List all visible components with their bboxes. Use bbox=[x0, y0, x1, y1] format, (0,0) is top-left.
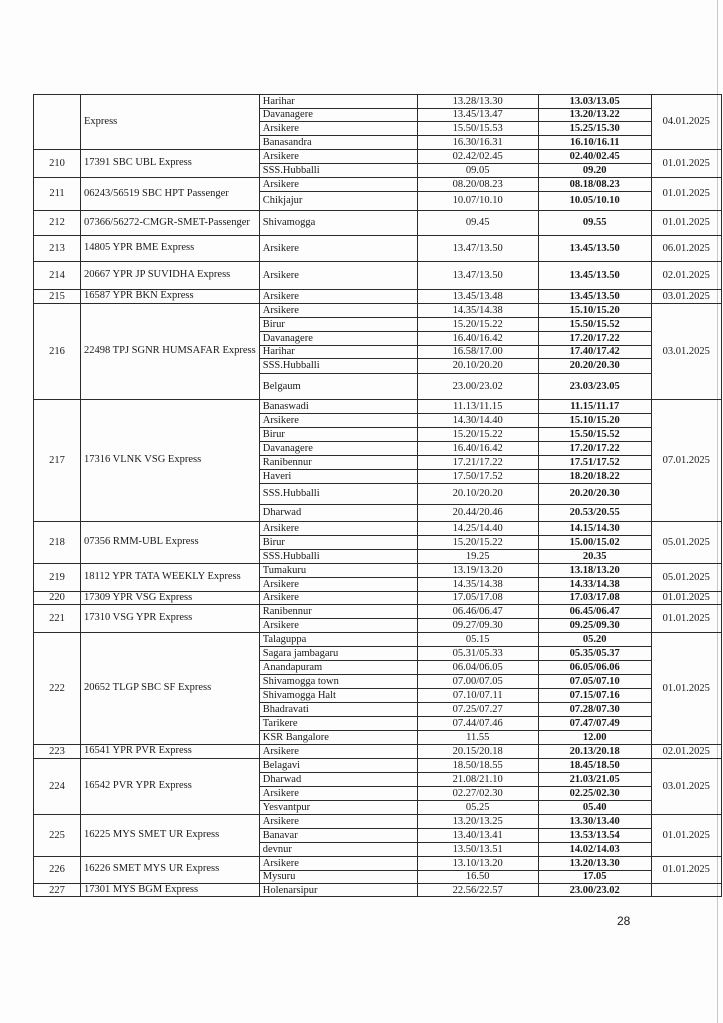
existing-timing-cell: 15.20/15.22 bbox=[417, 317, 538, 331]
train-name-cell: 07356 RMM-UBL Express bbox=[81, 521, 260, 563]
station-cell: Arsikere bbox=[259, 290, 417, 304]
table-row bbox=[34, 563, 722, 577]
station-cell: Ranibennur bbox=[259, 605, 417, 619]
table-row bbox=[34, 399, 722, 413]
existing-timing-cell: 13.19/13.20 bbox=[417, 563, 538, 577]
table-row bbox=[34, 290, 722, 304]
serial-number-cell: 216 bbox=[34, 303, 81, 399]
station-cell: Shivamogga Halt bbox=[259, 689, 417, 703]
existing-timing-cell: 06.46/06.47 bbox=[417, 605, 538, 619]
station-cell: SSS.Hubballi bbox=[259, 358, 417, 373]
station-cell: Belgaum bbox=[259, 373, 417, 399]
revised-timing-cell: 13.53/13.54 bbox=[538, 828, 651, 842]
existing-timing-cell: 05.15 bbox=[417, 633, 538, 647]
station-cell: SSS.Hubballi bbox=[259, 549, 417, 563]
effective-date-cell: 06.01.2025 bbox=[651, 236, 721, 262]
station-cell: Harihar bbox=[259, 95, 417, 109]
revised-timing-cell: 14.15/14.30 bbox=[538, 521, 651, 535]
effective-date-cell: 03.01.2025 bbox=[651, 303, 721, 399]
existing-timing-cell: 02.27/02.30 bbox=[417, 786, 538, 800]
station-cell: Davanagere bbox=[259, 441, 417, 455]
revised-timing-cell: 07.05/07.10 bbox=[538, 675, 651, 689]
revised-timing-cell: 20.20/20.30 bbox=[538, 483, 651, 504]
revised-timing-cell: 02.40/02.45 bbox=[538, 150, 651, 164]
existing-timing-cell: 07.00/07.05 bbox=[417, 675, 538, 689]
station-cell: SSS.Hubballi bbox=[259, 483, 417, 504]
existing-timing-cell: 15.20/15.22 bbox=[417, 427, 538, 441]
existing-timing-cell: 16.30/16.31 bbox=[417, 136, 538, 150]
station-cell: Sagara jambagaru bbox=[259, 647, 417, 661]
serial-number-cell: 224 bbox=[34, 758, 81, 814]
station-cell: Birur bbox=[259, 317, 417, 331]
existing-timing-cell: 20.10/20.20 bbox=[417, 358, 538, 373]
table-row bbox=[34, 814, 722, 828]
existing-timing-cell: 13.40/13.41 bbox=[417, 828, 538, 842]
station-cell: Tumakuru bbox=[259, 563, 417, 577]
effective-date-cell: 05.01.2025 bbox=[651, 521, 721, 563]
existing-timing-cell: 19.25 bbox=[417, 549, 538, 563]
existing-timing-cell: 14.35/14.38 bbox=[417, 577, 538, 591]
effective-date-cell: 01.01.2025 bbox=[651, 591, 721, 605]
existing-timing-cell: 11.55 bbox=[417, 731, 538, 745]
train-name-cell: 17310 VSG YPR Express bbox=[81, 605, 260, 633]
station-cell: Arsikere bbox=[259, 150, 417, 164]
serial-number-cell: 226 bbox=[34, 856, 81, 883]
revised-timing-cell: 17.03/17.08 bbox=[538, 591, 651, 605]
table-row bbox=[34, 150, 722, 164]
existing-timing-cell: 22.56/22.57 bbox=[417, 883, 538, 897]
revised-timing-cell: 15.50/15.52 bbox=[538, 317, 651, 331]
existing-timing-cell: 23.00/23.02 bbox=[417, 373, 538, 399]
existing-timing-cell: 16.58/17.00 bbox=[417, 345, 538, 358]
revised-timing-cell: 13.45/13.50 bbox=[538, 236, 651, 262]
revised-timing-cell: 13.20/13.22 bbox=[538, 109, 651, 122]
station-cell: Arsikere bbox=[259, 262, 417, 290]
train-name-cell: 17316 VLNK VSG Express bbox=[81, 399, 260, 521]
station-cell: Talaguppa bbox=[259, 633, 417, 647]
station-cell: Bhadravati bbox=[259, 703, 417, 717]
existing-timing-cell: 07.10/07.11 bbox=[417, 689, 538, 703]
revised-timing-cell: 13.20/13.30 bbox=[538, 856, 651, 870]
effective-date-cell: 01.01.2025 bbox=[651, 150, 721, 178]
serial-number-cell: 210 bbox=[34, 150, 81, 178]
revised-timing-cell: 07.15/07.16 bbox=[538, 689, 651, 703]
serial-number-cell: 213 bbox=[34, 236, 81, 262]
existing-timing-cell: 15.50/15.53 bbox=[417, 122, 538, 136]
revised-timing-cell: 14.02/14.03 bbox=[538, 842, 651, 856]
train-name-cell: 17309 YPR VSG Express bbox=[81, 591, 260, 605]
revised-timing-cell: 15.10/15.20 bbox=[538, 413, 651, 427]
station-cell: Arsikere bbox=[259, 413, 417, 427]
station-cell: Shivamogga town bbox=[259, 675, 417, 689]
station-cell: Mysuru bbox=[259, 870, 417, 883]
table-row bbox=[34, 521, 722, 535]
existing-timing-cell: 17.05/17.08 bbox=[417, 591, 538, 605]
revised-timing-cell: 07.28/07.30 bbox=[538, 703, 651, 717]
serial-number-cell: 218 bbox=[34, 521, 81, 563]
station-cell: Arsikere bbox=[259, 236, 417, 262]
station-cell: Davanagere bbox=[259, 331, 417, 345]
effective-date-cell: 07.01.2025 bbox=[651, 399, 721, 521]
serial-number-cell: 215 bbox=[34, 290, 81, 304]
serial-number-cell: 211 bbox=[34, 178, 81, 211]
revised-timing-cell: 17.20/17.22 bbox=[538, 441, 651, 455]
effective-date-cell bbox=[651, 883, 721, 897]
timetable bbox=[33, 94, 722, 897]
existing-timing-cell: 13.45/13.48 bbox=[417, 290, 538, 304]
serial-number-cell: 227 bbox=[34, 883, 81, 897]
table-row bbox=[34, 591, 722, 605]
existing-timing-cell: 14.30/14.40 bbox=[417, 413, 538, 427]
table-row bbox=[34, 211, 722, 236]
effective-date-cell: 01.01.2025 bbox=[651, 178, 721, 211]
existing-timing-cell: 13.20/13.25 bbox=[417, 814, 538, 828]
revised-timing-cell: 13.18/13.20 bbox=[538, 563, 651, 577]
revised-timing-cell: 20.13/20.18 bbox=[538, 745, 651, 759]
existing-timing-cell: 13.10/13.20 bbox=[417, 856, 538, 870]
station-cell: Banavar bbox=[259, 828, 417, 842]
station-cell: Arsikere bbox=[259, 814, 417, 828]
revised-timing-cell: 14.33/14.38 bbox=[538, 577, 651, 591]
serial-number-cell: 225 bbox=[34, 814, 81, 856]
revised-timing-cell: 18.20/18.22 bbox=[538, 469, 651, 483]
table-row bbox=[34, 758, 722, 772]
serial-number-cell: 217 bbox=[34, 399, 81, 521]
revised-timing-cell: 06.45/06.47 bbox=[538, 605, 651, 619]
station-cell: Arsikere bbox=[259, 577, 417, 591]
train-name-cell: 16225 MYS SMET UR Express bbox=[81, 814, 260, 856]
serial-number-cell: 220 bbox=[34, 591, 81, 605]
station-cell: SSS.Hubballi bbox=[259, 164, 417, 178]
existing-timing-cell: 10.07/10.10 bbox=[417, 192, 538, 211]
station-cell: KSR Bangalore bbox=[259, 731, 417, 745]
effective-date-cell: 04.01.2025 bbox=[651, 95, 721, 150]
table-row bbox=[34, 95, 722, 109]
table-row bbox=[34, 605, 722, 619]
revised-timing-cell: 21.03/21.05 bbox=[538, 772, 651, 786]
serial-number-cell: 219 bbox=[34, 563, 81, 591]
existing-timing-cell: 09.05 bbox=[417, 164, 538, 178]
serial-number-cell: 212 bbox=[34, 211, 81, 236]
station-cell: Birur bbox=[259, 427, 417, 441]
serial-number-cell: 214 bbox=[34, 262, 81, 290]
revised-timing-cell: 20.20/20.30 bbox=[538, 358, 651, 373]
existing-timing-cell: 20.10/20.20 bbox=[417, 483, 538, 504]
existing-timing-cell: 17.50/17.52 bbox=[417, 469, 538, 483]
revised-timing-cell: 10.05/10.10 bbox=[538, 192, 651, 211]
existing-timing-cell: 14.35/14.38 bbox=[417, 303, 538, 317]
station-cell: Arsikere bbox=[259, 122, 417, 136]
effective-date-cell: 01.01.2025 bbox=[651, 605, 721, 633]
existing-timing-cell: 07.44/07.46 bbox=[417, 717, 538, 731]
revised-timing-cell: 18.45/18.50 bbox=[538, 758, 651, 772]
station-cell: Dharwad bbox=[259, 772, 417, 786]
station-cell: devnur bbox=[259, 842, 417, 856]
existing-timing-cell: 16.40/16.42 bbox=[417, 441, 538, 455]
revised-timing-cell: 13.03/13.05 bbox=[538, 95, 651, 109]
existing-timing-cell: 02.42/02.45 bbox=[417, 150, 538, 164]
effective-date-cell: 01.01.2025 bbox=[651, 211, 721, 236]
station-cell: Haveri bbox=[259, 469, 417, 483]
existing-timing-cell: 20.44/20.46 bbox=[417, 504, 538, 521]
station-cell: Arsikere bbox=[259, 178, 417, 192]
revised-timing-cell: 17.51/17.52 bbox=[538, 455, 651, 469]
existing-timing-cell: 09.27/09.30 bbox=[417, 619, 538, 633]
train-name-cell: 16587 YPR BKN Express bbox=[81, 290, 260, 304]
existing-timing-cell: 14.25/14.40 bbox=[417, 521, 538, 535]
existing-timing-cell: 13.47/13.50 bbox=[417, 262, 538, 290]
train-name-cell: 20667 YPR JP SUVIDHA Express bbox=[81, 262, 260, 290]
effective-date-cell: 03.01.2025 bbox=[651, 758, 721, 814]
station-cell: Harihar bbox=[259, 345, 417, 358]
train-name-cell: Express bbox=[81, 95, 260, 150]
revised-timing-cell: 15.25/15.30 bbox=[538, 122, 651, 136]
existing-timing-cell: 05.25 bbox=[417, 800, 538, 814]
effective-date-cell: 01.01.2025 bbox=[651, 814, 721, 856]
station-cell: Arsikere bbox=[259, 745, 417, 759]
revised-timing-cell: 20.35 bbox=[538, 549, 651, 563]
station-cell: Arsikere bbox=[259, 591, 417, 605]
revised-timing-cell: 06.05/06.06 bbox=[538, 661, 651, 675]
existing-timing-cell: 05.31/05.33 bbox=[417, 647, 538, 661]
train-name-cell: 06243/56519 SBC HPT Passenger bbox=[81, 178, 260, 211]
station-cell: Birur bbox=[259, 535, 417, 549]
station-cell: Arsikere bbox=[259, 786, 417, 800]
revised-timing-cell: 15.10/15.20 bbox=[538, 303, 651, 317]
station-cell: Holenarsipur bbox=[259, 883, 417, 897]
effective-date-cell: 01.01.2025 bbox=[651, 856, 721, 883]
station-cell: Banasandra bbox=[259, 136, 417, 150]
revised-timing-cell: 09.55 bbox=[538, 211, 651, 236]
existing-timing-cell: 07.25/07.27 bbox=[417, 703, 538, 717]
revised-timing-cell: 05.40 bbox=[538, 800, 651, 814]
table-row bbox=[34, 303, 722, 317]
revised-timing-cell: 23.03/23.05 bbox=[538, 373, 651, 399]
existing-timing-cell: 17.21/17.22 bbox=[417, 455, 538, 469]
revised-timing-cell: 17.05 bbox=[538, 870, 651, 883]
existing-timing-cell: 13.28/13.30 bbox=[417, 95, 538, 109]
effective-date-cell: 03.01.2025 bbox=[651, 290, 721, 304]
existing-timing-cell: 13.47/13.50 bbox=[417, 236, 538, 262]
station-cell: Belagavi bbox=[259, 758, 417, 772]
effective-date-cell: 02.01.2025 bbox=[651, 262, 721, 290]
revised-timing-cell: 15.00/15.02 bbox=[538, 535, 651, 549]
table-row bbox=[34, 745, 722, 759]
table-row bbox=[34, 236, 722, 262]
serial-number-cell bbox=[34, 95, 81, 150]
effective-date-cell: 01.01.2025 bbox=[651, 633, 721, 745]
station-cell: Ranibennur bbox=[259, 455, 417, 469]
station-cell: Yesvantpur bbox=[259, 800, 417, 814]
serial-number-cell: 221 bbox=[34, 605, 81, 633]
existing-timing-cell: 20.15/20.18 bbox=[417, 745, 538, 759]
existing-timing-cell: 16.40/16.42 bbox=[417, 331, 538, 345]
station-cell: Chikjajur bbox=[259, 192, 417, 211]
existing-timing-cell: 08.20/08.23 bbox=[417, 178, 538, 192]
train-name-cell: 14805 YPR BME Express bbox=[81, 236, 260, 262]
revised-timing-cell: 13.45/13.50 bbox=[538, 290, 651, 304]
table-row bbox=[34, 856, 722, 870]
revised-timing-cell: 09.20 bbox=[538, 164, 651, 178]
station-cell: Shivamogga bbox=[259, 211, 417, 236]
train-name-cell: 16542 PVR YPR Express bbox=[81, 758, 260, 814]
revised-timing-cell: 05.20 bbox=[538, 633, 651, 647]
train-name-cell: 07366/56272-CMGR-SMET-Passenger bbox=[81, 211, 260, 236]
revised-timing-cell: 05.35/05.37 bbox=[538, 647, 651, 661]
revised-timing-cell: 12.00 bbox=[538, 731, 651, 745]
revised-timing-cell: 11.15/11.17 bbox=[538, 399, 651, 413]
existing-timing-cell: 11.13/11.15 bbox=[417, 399, 538, 413]
revised-timing-cell: 07.47/07.49 bbox=[538, 717, 651, 731]
table-row bbox=[34, 262, 722, 290]
train-name-cell: 22498 TPJ SGNR HUMSAFAR Express bbox=[81, 303, 260, 399]
table-row bbox=[34, 883, 722, 897]
existing-timing-cell: 09.45 bbox=[417, 211, 538, 236]
station-cell: Arsikere bbox=[259, 619, 417, 633]
revised-timing-cell: 16.10/16.11 bbox=[538, 136, 651, 150]
revised-timing-cell: 02.25/02.30 bbox=[538, 786, 651, 800]
station-cell: Dharwad bbox=[259, 504, 417, 521]
serial-number-cell: 222 bbox=[34, 633, 81, 745]
page-number: 28 bbox=[617, 914, 631, 928]
revised-timing-cell: 13.45/13.50 bbox=[538, 262, 651, 290]
table-row bbox=[34, 178, 722, 192]
station-cell: Anandapuram bbox=[259, 661, 417, 675]
train-name-cell: 18112 YPR TATA WEEKLY Express bbox=[81, 563, 260, 591]
station-cell: Davanagere bbox=[259, 109, 417, 122]
existing-timing-cell: 16.50 bbox=[417, 870, 538, 883]
effective-date-cell: 02.01.2025 bbox=[651, 745, 721, 759]
train-name-cell: 16226 SMET MYS UR Express bbox=[81, 856, 260, 883]
station-cell: Banaswadi bbox=[259, 399, 417, 413]
train-name-cell: 16541 YPR PVR Express bbox=[81, 745, 260, 759]
train-name-cell: 17391 SBC UBL Express bbox=[81, 150, 260, 178]
station-cell: Arsikere bbox=[259, 856, 417, 870]
station-cell: Arsikere bbox=[259, 521, 417, 535]
revised-timing-cell: 09.25/09.30 bbox=[538, 619, 651, 633]
revised-timing-cell: 23.00/23.02 bbox=[538, 883, 651, 897]
revised-timing-cell: 15.50/15.52 bbox=[538, 427, 651, 441]
existing-timing-cell: 06.04/06.05 bbox=[417, 661, 538, 675]
serial-number-cell: 223 bbox=[34, 745, 81, 759]
table-row bbox=[34, 633, 722, 647]
existing-timing-cell: 21.08/21.10 bbox=[417, 772, 538, 786]
revised-timing-cell: 17.20/17.22 bbox=[538, 331, 651, 345]
existing-timing-cell: 13.45/13.47 bbox=[417, 109, 538, 122]
revised-timing-cell: 17.40/17.42 bbox=[538, 345, 651, 358]
effective-date-cell: 05.01.2025 bbox=[651, 563, 721, 591]
revised-timing-cell: 13.30/13.40 bbox=[538, 814, 651, 828]
existing-timing-cell: 18.50/18.55 bbox=[417, 758, 538, 772]
station-cell: Tarikere bbox=[259, 717, 417, 731]
train-name-cell: 20652 TLGP SBC SF Express bbox=[81, 633, 260, 745]
existing-timing-cell: 15.20/15.22 bbox=[417, 535, 538, 549]
existing-timing-cell: 13.50/13.51 bbox=[417, 842, 538, 856]
train-name-cell: 17301 MYS BGM Express bbox=[81, 883, 260, 897]
station-cell: Arsikere bbox=[259, 303, 417, 317]
revised-timing-cell: 20.53/20.55 bbox=[538, 504, 651, 521]
revised-timing-cell: 08.18/08.23 bbox=[538, 178, 651, 192]
